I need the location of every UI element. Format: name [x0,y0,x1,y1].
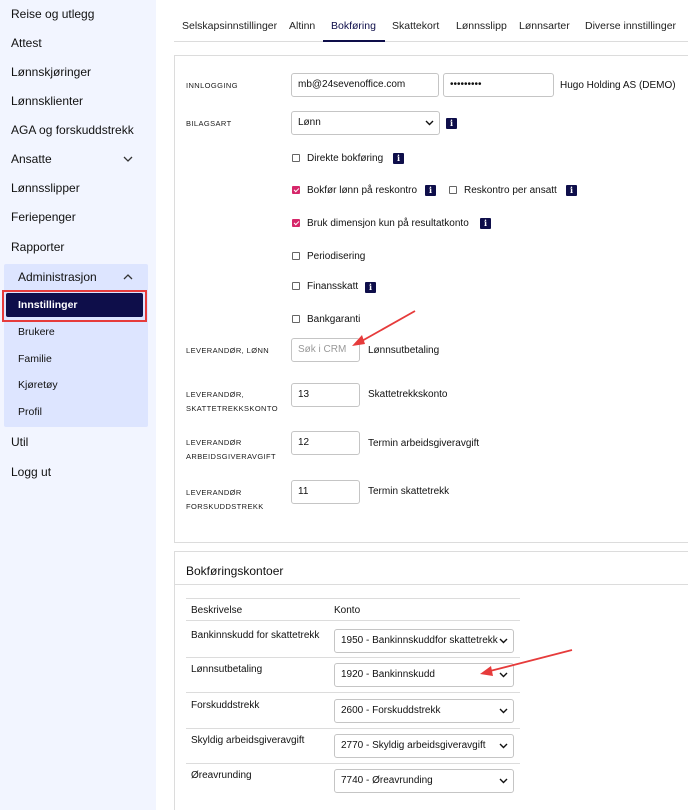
account-select-value: 2600 - Forskuddstrekk [341,705,441,716]
table-row-label: Lønnsutbetaling [191,664,263,675]
login-label: INNLOGGING [186,81,238,90]
supplier-description: Skattetrekkskonto [368,389,448,400]
info-icon[interactable]: i [566,185,577,196]
sidebar-item-reise-og-utlegg[interactable]: Reise og utlegg [11,7,95,21]
finansskatt-checkbox[interactable] [292,282,300,290]
accounting-settings-panel [174,55,688,543]
table-row-label: Øreavrunding [191,770,252,781]
company-name: Hugo Holding AS (DEMO) [560,80,676,91]
divider [186,692,520,693]
tab-diverse-innstillinger[interactable]: Diverse innstillinger [585,20,677,32]
active-tab-indicator [323,40,385,42]
table-row-label: Bankinnskudd for skattetrekk [191,630,320,641]
accounts-title: Bokføringskontoer [186,564,284,578]
tab-bokforing[interactable]: Bokføring [331,20,376,32]
account-select-value: 2770 - Skyldig arbeidsgiveravgift [341,740,486,751]
sidebar-item-innstillinger[interactable]: Innstillinger [6,293,143,317]
supplier-skattetrekk-input[interactable]: 13 [291,383,360,407]
supplier-label: LEVERANDØR, LØNN [186,346,270,355]
bilagsart-select[interactable] [291,111,440,135]
column-header-beskrivelse: Beskrivelse [191,605,243,616]
supplier-label: LEVERANDØR [186,488,242,497]
sidebar-item-administrasjon[interactable]: Administrasjon [18,270,97,284]
info-icon[interactable]: i [446,118,457,129]
sidebar-item-familie[interactable]: Familie [18,353,52,365]
chevron-down-icon[interactable] [122,153,134,165]
account-select-value: 7740 - Øreavrunding [341,775,433,786]
bankgaranti-checkbox[interactable] [292,315,300,323]
table-row-label: Forskuddstrekk [191,700,260,711]
supplier-label: ARBEIDSGIVERAVGIFT [186,452,276,461]
sidebar-item-feriepenger[interactable]: Feriepenger [11,210,76,224]
finansskatt-label: Finansskatt [307,281,359,292]
sidebar-item-lonnsslipper[interactable]: Lønnsslipper [11,181,80,195]
supplier-label: LEVERANDØR, [186,390,245,399]
sidebar-item-logg-ut[interactable]: Logg ut [11,465,52,479]
bokfor-lonn-checkbox[interactable] [292,186,300,194]
tab-selskapsinnstillinger[interactable]: Selskapsinnstillinger [182,20,278,32]
chevron-down-icon [499,638,508,644]
info-icon[interactable]: i [425,185,436,196]
direkte-bokforing-checkbox[interactable] [292,154,300,162]
divider [186,728,520,729]
bankgaranti-label: Bankgaranti [307,314,361,325]
supplier-label: SKATTETREKKSKONTO [186,404,278,413]
annotation-highlight-box [2,290,147,322]
account-select[interactable] [334,629,514,653]
info-icon[interactable]: i [393,153,404,164]
chevron-up-icon[interactable] [122,271,134,283]
bilagsart-value: Lønn [298,117,321,128]
bokfor-lonn-label: Bokfør lønn på reskontro [307,185,418,196]
table-row-label: Skyldig arbeidsgiveravgift [191,735,305,746]
sidebar-item-lonnsklienter[interactable]: Lønnsklienter [11,94,84,108]
bilagsart-label: BILAGSART [186,119,232,128]
sidebar-item-util[interactable]: Util [11,435,29,449]
divider [186,598,520,599]
bruk-dimensjon-label: Bruk dimensjon kun på resultatkonto [307,218,469,229]
reskontro-per-ansatt-label: Reskontro per ansatt [464,185,557,196]
periodisering-label: Periodisering [307,251,366,262]
column-header-konto: Konto [334,605,361,616]
periodisering-checkbox[interactable] [292,252,300,260]
direkte-bokforing-label: Direkte bokføring [307,153,384,164]
supplier-lonn-search-input[interactable]: Søk i CRM [291,338,360,362]
chevron-down-icon [499,708,508,714]
tab-skattekort[interactable]: Skattekort [392,20,440,32]
divider [175,584,688,585]
supplier-label: LEVERANDØR [186,438,242,447]
password-field[interactable]: ••••••••• [443,73,554,97]
tab-lonnsslipp[interactable]: Lønnsslipp [456,20,507,32]
chevron-down-icon [425,120,434,126]
sidebar-item-brukere[interactable]: Brukere [18,326,55,338]
supplier-aga-input[interactable]: 12 [291,431,360,455]
sidebar-item-lonnskjoringer[interactable]: Lønnskjøringer [11,65,92,79]
bruk-dimensjon-checkbox[interactable] [292,219,300,227]
info-icon[interactable]: i [480,218,491,229]
divider [186,763,520,764]
sidebar-item-kjoretoy[interactable]: Kjøretøy [18,379,58,391]
divider [186,657,520,658]
account-select[interactable] [334,769,514,793]
account-select[interactable] [334,699,514,723]
tab-lonnsarter[interactable]: Lønnsarter [519,20,570,32]
sidebar-item-ansatte[interactable]: Ansatte [11,152,52,166]
sidebar-item-aga[interactable]: AGA og forskuddstrekk [11,123,134,137]
tab-bar [174,12,688,42]
supplier-forskuddstrekk-input[interactable]: 11 [291,480,360,504]
supplier-label: FORSKUDDSTREKK [186,502,264,511]
chevron-down-icon [499,672,508,678]
sidebar-item-rapporter[interactable]: Rapporter [11,240,65,254]
chevron-down-icon [499,778,508,784]
chevron-down-icon [499,743,508,749]
account-select-value: 1920 - Bankinnskudd [341,669,435,680]
reskontro-per-ansatt-checkbox[interactable] [449,186,457,194]
admin-group [4,264,148,427]
supplier-description: Termin arbeidsgiveravgift [368,438,480,449]
account-select[interactable] [334,663,514,687]
account-select[interactable] [334,734,514,758]
sidebar-item-profil[interactable]: Profil [18,406,42,418]
accounts-panel [174,551,688,810]
info-icon[interactable]: i [365,282,376,293]
supplier-description: Lønnsutbetaling [368,345,440,356]
divider [186,620,520,621]
supplier-description: Termin skattetrekk [368,486,450,497]
sidebar-item-attest[interactable]: Attest [11,36,42,50]
tab-altinn[interactable]: Altinn [289,20,316,32]
account-select-value: 1950 - Bankinnskuddfor skattetrekk [341,635,498,646]
email-field[interactable]: mb@24sevenoffice.com [291,73,439,97]
sidebar [0,0,156,810]
